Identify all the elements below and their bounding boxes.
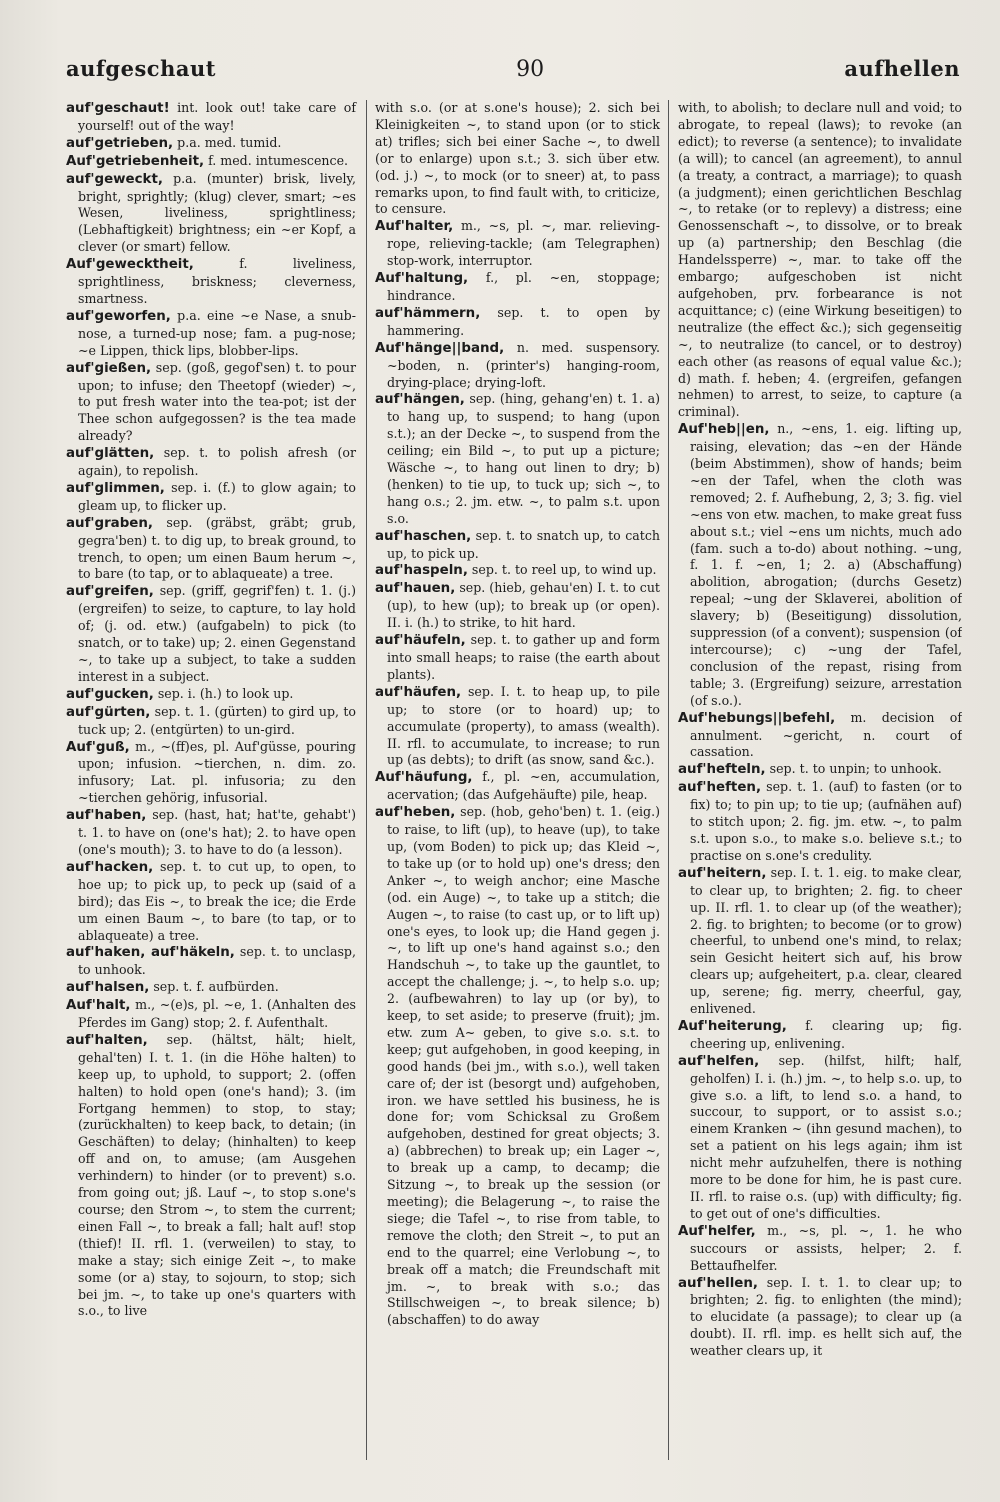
dictionary-entry xyxy=(375,391,660,527)
headword: auf'hämmern, xyxy=(375,305,481,321)
dictionary-entry xyxy=(678,1223,962,1275)
headword: auf'haschen, xyxy=(375,528,472,544)
dictionary-entry xyxy=(66,859,356,945)
entry-text: sep. i. (f.) to glow again; to gleam up, to flicker up. xyxy=(78,479,356,513)
headword: Auf'hebungs||befehl, xyxy=(678,710,836,726)
headword: auf'haben, xyxy=(66,808,147,824)
entry-text: m., ~s, pl. ~, 1. he who succours or assists, helper; 2. f. Bettaufhelfer. xyxy=(690,1222,962,1273)
dictionary-entry xyxy=(678,865,962,1018)
entry-text: m. decision of annulment. ~gericht, n. court of cassation. xyxy=(690,709,962,760)
entry-text: sep. (hing, gehang'en) t. 1. a) to hang up, to suspend; to hang (upon s.t.); an der Decke ~, to suspend from the ceiling; ein Bild ~, to put up a picture; Wäsche ~, to hang out linen to dry; b) (henken) to tie up, to tuck up; sich ~, to hang o.s.; 2. jm. etw. ~, to palm s.t. upon s.o. xyxy=(387,391,660,526)
entry-text: f., pl. ~en, stoppage; hindrance. xyxy=(387,270,660,303)
dictionary-entry xyxy=(678,1053,962,1223)
dictionary-entry xyxy=(66,515,356,584)
headword: Auf'getriebenheit, xyxy=(66,153,205,169)
headword: auf'geweckt, xyxy=(66,171,163,187)
dictionary-entry xyxy=(66,686,356,704)
headword: auf'geschaut! xyxy=(66,101,170,116)
dictionary-entry xyxy=(66,171,356,257)
entry-text: sep. (hältst, hält; hielt, gehal'ten) I. t. 1. (in die Höhe halten) to keep up, to uphold, to support; 2. (offen halten) to hold open (one's hand); 3. (im Fortgang hemmen) to stop, to stay; (zurückhalten) to keep back, to detain; (in Geschäften) to delay; (hinhalten) to keep off and on, to amuse; (am Ausgehen verhindern) to hinder (or to prevent) s.o. from going out; jß. Lauf ~, to stop s.one's course; den Strom ~, to stem the current; einen Fall ~, to break a fall; halt auf! stop (thief)! II. rfl. 1. (verweilen) to stay, to make a stay; sich einige Zeit ~, to make some (or a) stay, to sojourn, to stop; sich bei jm. ~, to take up one's quarters with s.o., to live xyxy=(78,1031,356,1319)
entry-text: p.a. (munter) brisk, lively, bright, sprightly; (klug) clever, smart; ~es Wesen, liveliness, sprightliness; (Lebhaftigkeit) brightness; ein ~er Kopf, a clever (or smart) fellow. xyxy=(78,170,356,255)
running-head xyxy=(66,56,960,92)
headword: auf'gießen, xyxy=(66,360,152,376)
entry-text: with s.o. (or at s.one's house); 2. sich bei Kleinigkeiten ~, to stand upon (or to stick at) trifles; sich bei einer Sache ~, to dwell (or to enlarge) upon s.t.; 3. sich über etw. (od. j.) ~, to mock (or to sneer) at, to pass remarks upon, to find fault with, to criticize, to censure. xyxy=(375,100,660,217)
entry-text: sep. t. to gather up and form into small heaps; to raise (the earth about plants). xyxy=(387,632,660,682)
dictionary-entry xyxy=(375,632,660,684)
dictionary-entry xyxy=(66,807,356,859)
dictionary-entry xyxy=(375,305,660,340)
dictionary-entry xyxy=(375,528,660,563)
headword: Auf'halter, xyxy=(375,219,454,235)
dictionary-entry xyxy=(66,480,356,515)
headword: Auf'guß, xyxy=(66,739,130,755)
dictionary-entry xyxy=(375,340,660,392)
dictionary-entry xyxy=(66,153,356,171)
dictionary-entry xyxy=(66,704,356,739)
headword: auf'haspeln, xyxy=(375,563,468,579)
headword: auf'häufeln, xyxy=(375,633,466,649)
headword: auf'hängen, xyxy=(375,392,465,408)
entry-text: sep. t. 1. (gürten) to gird up, to tuck up; 2. (entgürten) to un-gird. xyxy=(78,703,356,737)
headword: auf'halten, xyxy=(66,1032,148,1048)
entry-text: sep. I. t. to heap up, to pile up; to store (or to hoard) up; to accumulate (property), to amass (wealth). II. rfl. to accumulate, to increase; to run up (as debts); to drift (as snow, sand &c.). xyxy=(387,683,660,768)
column-3 xyxy=(668,100,962,1460)
entry-text: sep. (hilfst, hilft; half, geholfen) I. i. (h.) jm. ~, to help s.o. up, to give s.o. a lift, to lend s.o. a hand, to succour, to support, or to assist s.o.; einem Kranken ~ (ihn gesund machen), to set a patient on his legs again; ihm ist nicht mehr aufzuhelfen, there is nothing more to be done for him, he is past cure. II. rfl. to raise o.s. (up) with difficulty; fig. to get out of one's difficulties. xyxy=(690,1052,962,1221)
headword: auf'glätten, xyxy=(66,446,155,462)
headword: auf'gürten, xyxy=(66,704,151,720)
dictionary-entry xyxy=(66,256,356,308)
dictionary-entry xyxy=(678,779,962,865)
dictionary-entry xyxy=(66,583,356,685)
headword: auf'gucken, xyxy=(66,686,154,702)
headword: auf'helfen, xyxy=(678,1053,760,1069)
entry-text: sep. t. to snatch up, to catch up, to pick up. xyxy=(387,527,660,561)
entry-text: sep. (griff, gegrif'fen) t. 1. (j.) (ergreifen) to seize, to capture, to lay hold of; (j. od. etw.) (aufgabeln) to pick (to snatch, or to take) up; 2. einen Gegenstand ~, to take up a subject, to take a sudden interest in a subject. xyxy=(78,583,356,684)
entry-text: int. look out! take care of yourself! out of the way! xyxy=(78,100,356,133)
dictionary-entry xyxy=(678,710,962,762)
entry-text: with, to abolish; to declare null and void; to abrogate, to repeal (laws); to revoke (an edict); to reverse (a sentence); to invalidate (a will); to cancel (an agreement), to annul (a treaty, a contract, a marriage); to quash (a judgment); einen gerichtlichen Beschlag ~, to retake (or to replevy) a distress; eine Genossenschaft ~, to dissolve, or to break up (a) partnership; den Beschlag (die Handelssperre) ~, mar. to take off the embargo; aufgeschoben ist nicht aufgehoben, prv. forbearance is not acquittance; c) (eine Wirkung beseitigen) to neutralize (the effect &c.); sich gegenseitig ~, to neutralize (to cancel, or to destroy) each other (as reasons of equal value &c.); d) math. f. heben; 4. (ergreifen, gefangen nehmen) to arrest, to seize, to capture (a criminal). xyxy=(678,100,962,420)
headword: auf'greifen, xyxy=(66,584,154,600)
entry-continuation xyxy=(678,100,962,421)
headword: auf'glimmen, xyxy=(66,480,165,496)
column-2 xyxy=(366,100,668,1460)
headword: auf'halsen, xyxy=(66,980,150,996)
headword: Auf'heb||en, xyxy=(678,422,770,438)
dictionary-entry xyxy=(66,445,356,480)
dictionary-entry xyxy=(375,218,660,270)
entry-text: f. liveliness, sprightliness, briskness; cleverness, smartness. xyxy=(78,256,356,306)
headword: auf'geworfen, xyxy=(66,308,171,324)
entry-text: f. med. intumescence. xyxy=(204,152,349,168)
headword: Auf'heiterung, xyxy=(678,1018,787,1034)
text-columns xyxy=(66,100,962,1460)
entry-text: f. clearing up; fig. cheering up, enlivening. xyxy=(690,1017,962,1051)
dictionary-entry xyxy=(66,135,356,153)
headword: auf'getrieben, xyxy=(66,135,174,151)
right-guideword: aufhellen xyxy=(844,56,960,81)
column-1 xyxy=(66,100,366,1460)
entry-text: sep. t. f. aufbürden. xyxy=(149,979,279,995)
dictionary-entry xyxy=(678,1018,962,1053)
headword: auf'hefteln, xyxy=(678,762,766,778)
entry-text: sep. t. to polish afresh (or again), to repolish. xyxy=(78,445,356,479)
dictionary-entry xyxy=(375,769,660,804)
dictionary-entry xyxy=(375,270,660,305)
dictionary-entry xyxy=(66,360,356,446)
dictionary-entry xyxy=(66,1032,356,1320)
dictionary-entry xyxy=(678,761,962,779)
headword: Auf'halt, xyxy=(66,998,131,1014)
headword: auf'häufen, xyxy=(375,684,462,700)
dictionary-entry xyxy=(66,100,356,135)
entry-text: sep. I. t. 1. to clear up; to brighten; 2. fig. to enlighten (the mind); to elucidate (a passage); to clear up (a doubt). II. rfl. imp. es hellt sich auf, the weather clears up, it xyxy=(690,1274,962,1359)
headword: Auf'gewecktheit, xyxy=(66,257,194,273)
entry-text: m., ~(ff)es, pl. Auf'güsse, pouring upon; infusion. ~tierchen, n. dim. zo. infusory; Lat. pl. infusoria; zu den ~tierchen gehörig, infusorial. xyxy=(78,738,356,806)
entry-text: m., ~s, pl. ~, mar. relieving-rope, relieving-tackle; (am Telegraphen) stop-work, interruptor. xyxy=(387,218,660,269)
dictionary-entry xyxy=(375,580,660,632)
headword: auf'graben, xyxy=(66,515,154,531)
headword: auf'hacken, xyxy=(66,859,154,875)
entry-text: sep. (gräbst, gräbt; grub, gegra'ben) t. to dig up, to break ground, to trench, to open; um einen Baum herum ~, to bare (to tap, or to ablaqueate) a tree. xyxy=(78,514,356,582)
entry-text: n., ~ens, 1. eig. lifting up, raising, elevation; das ~en der Hände (beim Abstimmen), show of hands; beim ~en der Tafel, when the cloth was removed; 2. f. Aufhebung, 2, 3; 3. fig. viel ~ens von etw. machen, to make great fuss about s.t.; viel ~ens um nichts, much ado (fam. such a to-do) about nothing. ~ung, f. 1. f. ~en, 1; 2. a) (Abschaffung) abolition, abrogation; (durchs Gesetz) repeal; ~ung der Sklaverei, abolition of slavery; b) (Beseitigung) dissolution, suppression (of a convent); suspension (of intercourse); c) ~ung der Tafel, conclusion of the repast, rising from table; 3. (Ergreifung) seizure, arrestation (of s.o.). xyxy=(690,421,962,708)
left-guideword: aufgeschaut xyxy=(66,56,216,81)
entry-continuation xyxy=(375,100,660,218)
headword: auf'heften, xyxy=(678,780,762,796)
headword: auf'hauen, xyxy=(375,581,456,597)
entry-text: sep. i. (h.) to look up. xyxy=(153,685,294,701)
headword: auf'heben, xyxy=(375,805,456,821)
headword: Auf'haltung, xyxy=(375,271,469,287)
headword: auf'hellen, xyxy=(678,1275,758,1291)
headword: Auf'hänge||band, xyxy=(375,340,505,356)
page-number: 90 xyxy=(516,57,545,82)
headword: Auf'helfer, xyxy=(678,1223,756,1239)
dictionary-entry xyxy=(375,804,660,1329)
dictionary-entry xyxy=(375,684,660,770)
entry-text: n. med. suspensory. ~boden, n. (printer's) hanging-room, drying-place; drying-loft. xyxy=(387,339,660,390)
entry-text: sep. t. to open by hammering. xyxy=(387,304,660,338)
dictionary-entry xyxy=(66,979,356,997)
dictionary-entry xyxy=(66,308,356,360)
entry-text: sep. t. 1. (auf) to fasten (or to fix) to; to pin up; to tie up; (aufnähen auf) to stitch upon; 2. fig. jm. etw. ~, to palm s.t. upon s.o., to make s.o. believe s.t.; to practise on s.one's credulity. xyxy=(690,779,962,863)
dictionary-entry xyxy=(66,944,356,979)
headword: auf'haken, auf'häkeln, xyxy=(66,945,235,961)
entry-text: sep. t. to unpin; to unhook. xyxy=(765,761,942,777)
entry-text: sep. (hob, geho'ben) t. 1. (eig.) to raise, to lift (up), to heave (up), to take up, (vom Boden) to pick up; das Kleid ~, to take up (or to hold up) one's dress; den Anker ~, to weigh anchor; eine Masche (od. ein Auge) ~, to take up a stitch; die Augen ~, to raise (to cast up, or to lift up) one's eyes, to look up; die Hand gegen j. ~, to lift up one's hand against s.o.; den Handschuh ~, to take up the gauntlet, to accept the challenge; j. ~, to help s.o. up; 2. (aufbewahren) to lay up (or by), to keep, to set aside; to preserve (fruit); jm. etw. zum A~ geben, to give s.o. s.t. to keep; gut aufgehoben, in good keeping, in good hands (bei jm., with s.o.), well taken care of; der ist (besorgt und) aufgehoben, iron. we have settled his business, he is done for; vom Schicksal zu Großem aufgehoben, destined for great objects; 3. a) (abbrechen) to break up; ein Lager ~, to break up a camp, to decamp; die Sitzung ~, to break up the session (or meeting); die Belagerung ~, to raise the siege; die Tafel ~, to rise from table, to remove the cloth; den Streit ~, to put an end to the quarrel; eine Verlobung ~, to break off a match; die Freundschaft mit jm. ~, to break with s.o.; das Stillschweigen ~, to break silence; b) (abschaffen) to do away xyxy=(387,804,660,1328)
entry-text: p.a. eine ~e Nase, a snub-nose, a turned-up nose; fam. a pug-nose; ~e Lippen, thick lips, blobber-lips. xyxy=(78,307,356,358)
dictionary-entry xyxy=(678,1275,962,1361)
entry-text: f., pl. ~en, accumulation, acervation; (das Aufgehäufte) pile, heap. xyxy=(387,769,660,803)
dictionary-entry xyxy=(678,421,962,709)
entry-text: m., ~(e)s, pl. ~e, 1. (Anhalten des Pferdes im Gang) stop; 2. f. Aufenthalt. xyxy=(78,997,356,1031)
entry-text: sep. t. to unclasp, to unhook. xyxy=(78,944,356,978)
headword: auf'heitern, xyxy=(678,865,767,881)
entry-text: sep. (hast, hat; hat'te, gehabt') t. 1. to have on (one's hat); 2. to have open (one's mouth); 3. to have to do (a lesson). xyxy=(78,807,356,857)
dictionary-entry xyxy=(66,739,356,808)
entry-text: p.a. med. tumid. xyxy=(173,134,282,150)
entry-text: sep. t. to reel up, to wind up. xyxy=(467,562,657,578)
entry-text: sep. (goß, gegof'sen) t. to pour upon; to infuse; den Theetopf (wieder) ~, to put fresh water into the tea-pot; ist der Thee schon aufgegossen? is the tea made already? xyxy=(78,359,356,444)
entry-text: sep. (hieb, gehau'en) I. t. to cut (up), to hew (up); to break up (or open). II. i. (h.) to strike, to hit hard. xyxy=(387,580,660,631)
headword: Auf'häufung, xyxy=(375,770,473,786)
dictionary-entry xyxy=(66,997,356,1032)
entry-text: sep. t. to cut up, to open, to hoe up; to pick up, to peck up (said of a bird); das Eis ~, to break the ice; die Erde um einen Baum ~, to bare (to tap, or to ablaqueate) a tree. xyxy=(78,858,356,943)
dictionary-entry xyxy=(375,562,660,580)
entry-text: sep. I. t. 1. eig. to make clear, to clear up, to brighten; 2. fig. to cheer up. II. rfl. 1. to clear up (of the weather); 2. fig. to brighten; to become (or to grow) cheerful, to unbend one's mind, to relax; sein Gesicht heitert sich auf, his brow clears up; aufgeheitert, p.a. clear, cleared up, serene; fig. merry, cheerful, gay, enlivened. xyxy=(690,864,962,1017)
